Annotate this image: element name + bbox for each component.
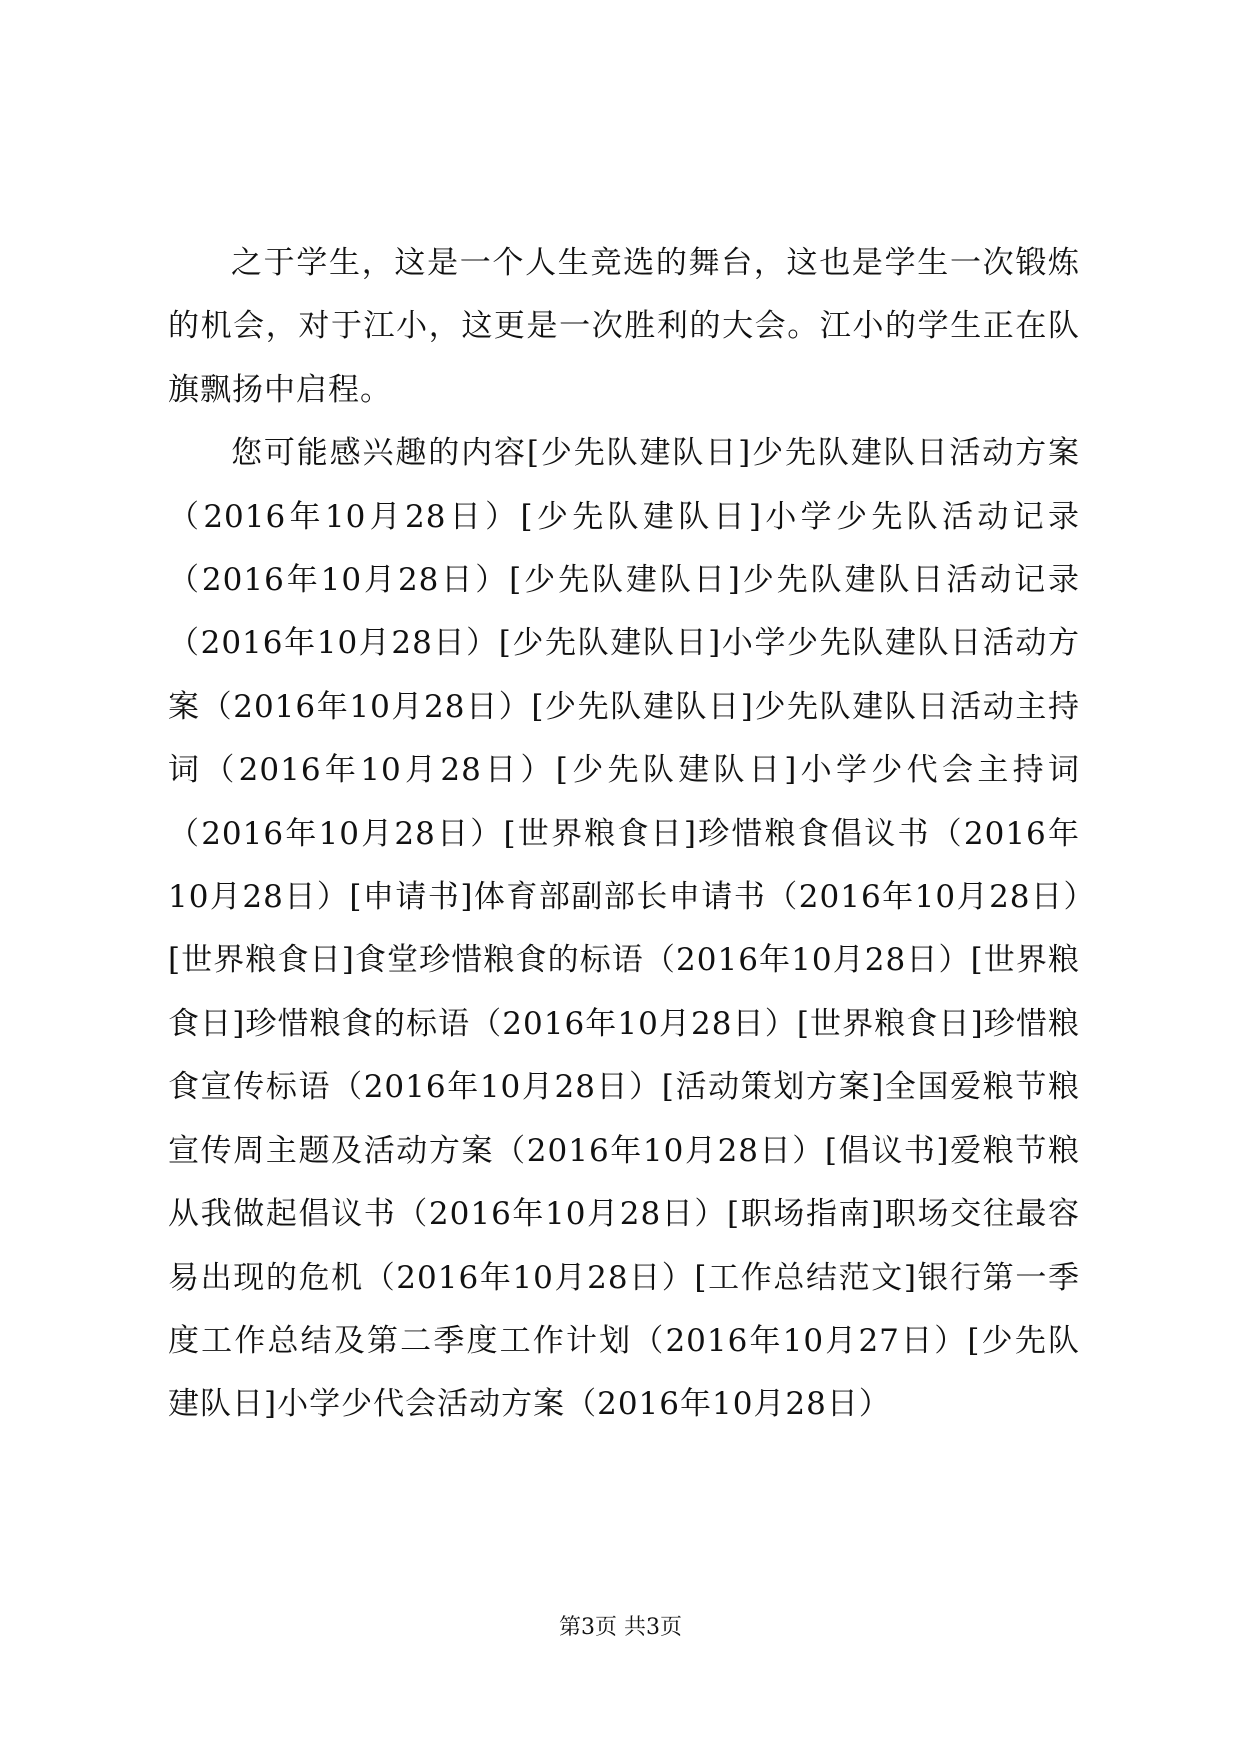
paragraph-closing: 之于学生，这是一个人生竞选的舞台，这也是学生一次锻炼的机会，对于江小，这更是一次胜利的大会。江小的学生正在队旗飘扬中启程。: [168, 245, 1080, 408]
page-number: 第3页 共3页: [559, 1615, 682, 1640]
paragraph-related-content: 您可能感兴趣的内容[少先队建队日]少先队建队日活动方案（2016年10月28日）[少先队建队日]小学少先队活动记录（2016年10月28日）[少先队建队日]少先队建队日活动记录（2016年10月28日）[少先队建队日]小学少先队建队日活动方案（2016年10月28日）[少先队建队日]少先队建队日活动主持词（2016年10月28日）[少先队建队日]小学少代会主持词（2016年10月28日）[世界粮食日]珍惜粮食倡议书（2016年10月28日）[申请书]体育部副部长申请书（2016年10月28日）[世界粮食日]食堂珍惜粮食的标语（2016年10月28日）[世界粮食日]珍惜粮食的标语（2016年10月28日）[世界粮食日]珍惜粮食宣传标语（2016年10月28日）[活动策划方案]全国爱粮节粮宣传周主题及活动方案（2016年10月28日）[倡议书]爱粮节粮从我做起倡议书（2016年10月28日）[职场指南]职场交往最容易出现的危机（2016年10月28日）[工作总结范文]银行第一季度工作总结及第二季度工作计划（2016年10月27日）[少先队建队日]小学少代会活动方案（2016年10月28日）: [168, 435, 1080, 1423]
document-body: [168, 232, 1080, 1437]
